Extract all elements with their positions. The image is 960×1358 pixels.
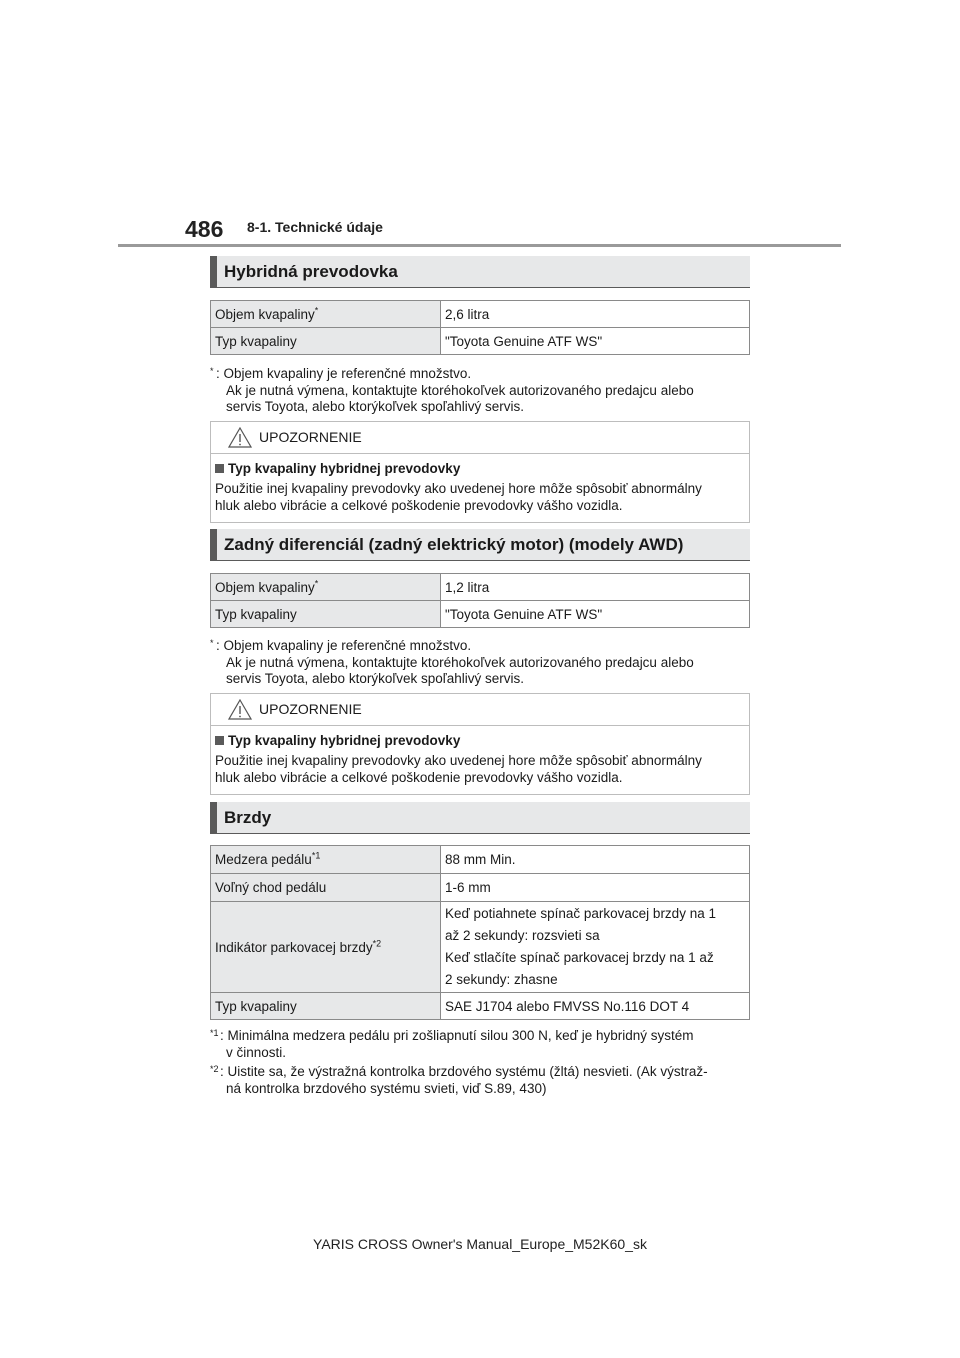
footnote-mark: *1 [210,1028,219,1038]
spec-key: Medzera pedálu$^{*1}$ [211,846,441,874]
footnote-line: Ak je nutná výmena, kontaktujte ktoréhokoľvek autorizovaného predajcu alebo [226,382,694,398]
bullet-square-icon [215,736,224,745]
table-row [211,574,750,601]
footnote-line: : Uistite sa, že výstražná kontrolka brzdového systému (žltá) nesvieti. (Ak výstraž- [220,1064,708,1079]
spec-key: Indikátor parkovacej brzdy$^{*2}$ [211,902,441,993]
hybrid-spec-table [210,300,750,355]
footnote-line: v činnosti. [226,1044,287,1060]
footnote-mark: *2 [210,1064,219,1074]
hybrid-footnote [210,366,755,416]
spec-value: "Toyota Genuine ATF WS" [441,601,750,628]
footnote-line: ná kontrolka brzdového systému svieti, viď S.89, 430) [226,1080,547,1096]
spec-key: Voľný chod pedálu [211,874,441,902]
warning-text: Použitie inej kvapaliny prevodovky ako uvedenej hore môže spôsobiť abnormálny [215,481,702,496]
footnote-line: : Objem kvapaliny je referenčné množstvo. [216,366,472,381]
spec-value: SAE J1704 alebo FMVSS No.116 DOT 4 [441,993,750,1020]
warning-box [210,421,750,523]
footnote-line: servis Toyota, alebo ktorýkoľvek spoľahlivý servis. [226,399,524,414]
spec-value: 1-6 mm [441,874,750,902]
footnote-line: : Minimálna medzera pedálu pri zošliapnutí silou 300 N, keď je hybridný systém [220,1028,694,1043]
warning-title: UPOZORNENIE [259,701,362,717]
table-row [211,993,750,1020]
table-row [211,846,750,874]
spec-value: 2,6 litra [441,301,750,328]
header-divider [118,244,841,247]
section-heading-brakes: Brzdy [210,802,750,833]
section-underline [210,560,750,561]
warning-triangle-icon [228,699,252,720]
footnote-line: : Objem kvapaliny je referenčné množstvo. [216,638,472,653]
spec-key: Typ kvapaliny [211,328,441,355]
spec-key: Typ kvapaliny [211,993,441,1020]
warning-box [210,693,750,795]
table-row [211,301,750,328]
footer-manual-id: YARIS CROSS Owner's Manual_Europe_M52K60_sk [313,1236,647,1252]
page-number: 486 [185,216,224,242]
table-row [211,601,750,628]
footnote-line: servis Toyota, alebo ktorýkoľvek spoľahlivý servis. [226,671,524,686]
brakes-spec-table [210,845,750,1020]
spec-key: Objem kvapaliny* [211,574,441,601]
brakes-footnote-1 [210,1028,755,1061]
warning-title: UPOZORNENIE [259,429,362,445]
footnote-line: Ak je nutná výmena, kontaktujte ktoréhokoľvek autorizovaného predajcu alebo [226,654,694,670]
brakes-footnote-2 [210,1064,755,1097]
table-row [211,902,750,993]
warning-text: hluk alebo vibrácie a celkové poškodenie prevodovky vášho vozidla. [215,498,623,513]
section-underline [210,833,750,834]
spec-key: Typ kvapaliny [211,601,441,628]
table-row [211,874,750,902]
footnote-mark: * [210,638,214,648]
spec-value: 88 mm Min. [441,846,750,874]
section-heading-hybrid: Hybridná prevodovka [210,256,750,287]
section-heading-rear-differential: Zadný diferenciál (zadný elektrický motor) (modely AWD) [210,529,750,560]
warning-subtitle: Typ kvapaliny hybridnej prevodovky [228,461,461,476]
warning-triangle-icon [228,427,252,448]
bullet-square-icon [215,464,224,473]
spec-key: Objem kvapaliny* [211,301,441,328]
warning-text: Použitie inej kvapaliny prevodovky ako uvedenej hore môže spôsobiť abnormálny [215,753,702,768]
footnote-mark: * [210,366,214,376]
spec-value: Keď potiahnete spínač parkovacej brzdy na 1 až 2 sekundy: rozsvieti sa Keď stlačíte spínač parkovacej brzdy na 1 až 2 sekundy: zhasne [441,902,750,993]
rear-diff-spec-table [210,573,750,628]
chapter-title: 8-1. Technické údaje [247,219,383,235]
spec-value: 1,2 litra [441,574,750,601]
section-underline [210,287,750,288]
table-row [211,328,750,355]
warning-text: hluk alebo vibrácie a celkové poškodenie prevodovky vášho vozidla. [215,770,623,785]
spec-value: "Toyota Genuine ATF WS" [441,328,750,355]
warning-subtitle: Typ kvapaliny hybridnej prevodovky [228,733,461,748]
rear-diff-footnote [210,638,755,688]
